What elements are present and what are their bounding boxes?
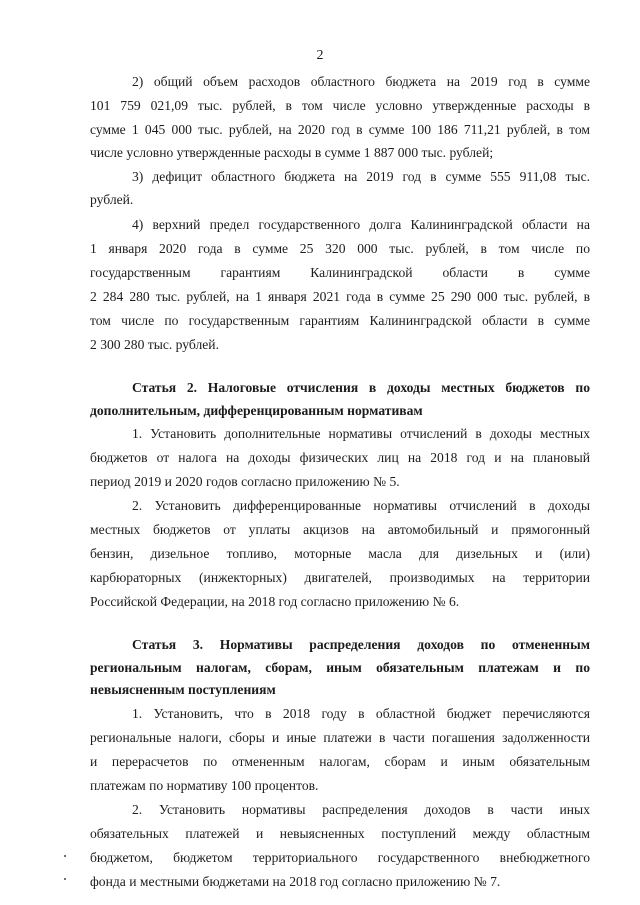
text-line: 2 300 280 тыс. рублей. xyxy=(90,337,219,352)
text-line: сумме 1 045 000 тыс. рублей, на 2020 год в сумме 100 186 711,21 рублей, в том xyxy=(90,122,590,137)
page-number: 2 xyxy=(316,48,324,63)
text-line: 2. Установить нормативы распределения доходов в части иных xyxy=(132,802,590,817)
text-line: 2) общий объем расходов областного бюджета на 2019 год в сумме xyxy=(132,74,590,89)
text-line: фонда и местными бюджетами на 2018 год согласно приложению № 7. xyxy=(90,874,501,889)
scan-speck xyxy=(64,855,66,857)
text-line: Российской Федерации, на 2018 год согласно приложению № 6. xyxy=(90,594,460,609)
text-line: бензин, дизельное топливо, моторные масла для дизельных и (или) xyxy=(90,546,590,561)
text-line: рублей. xyxy=(90,192,134,207)
article-heading: невыясненным поступлениям xyxy=(90,682,276,697)
text-line: 3) дефицит областного бюджета на 2019 год в сумме 555 911,08 тыс. xyxy=(132,169,590,184)
text-line: местных бюджетов от уплаты акцизов на автомобильный и прямогонный xyxy=(90,522,590,537)
text-line: 1. Установить, что в 2018 году в областной бюджет перечисляются xyxy=(132,706,590,721)
text-line: платежам по нормативу 100 процентов. xyxy=(90,778,319,793)
text-line: том числе по государственным гарантиям Калининградской области в сумме xyxy=(90,313,590,328)
text-line: бюджетов от налога на доходы физических лиц на 2018 год и на плановый xyxy=(90,450,590,465)
text-line: и перерасчетов по отмененным налогам, сборам и иным обязательным xyxy=(90,754,590,769)
scan-speck xyxy=(64,878,66,880)
text-line: числе условно утвержденные расходы в сумме 1 887 000 тыс. рублей; xyxy=(90,145,494,160)
text-line: региональные налоги, сборы и иные платежи в части погашения задолженности xyxy=(90,730,590,745)
text-line: 1. Установить дополнительные нормативы отчислений в доходы местных xyxy=(132,426,590,441)
text-line: бюджетом, бюджетом территориального государственного внебюджетного xyxy=(90,850,590,865)
text-line: 2. Установить дифференцированные нормативы отчислений в доходы xyxy=(132,498,590,513)
text-line: обязательных платежей и невыясненных поступлений между областным xyxy=(90,826,590,841)
text-line: 4) верхний предел государственного долга Калининградской области на xyxy=(132,217,590,232)
text-line: карбюраторных (инжекторных) двигателей, производимых на территории xyxy=(90,570,590,585)
article-heading: Статья 3. Нормативы распределения доходов по отмененным xyxy=(132,637,590,652)
text-line: период 2019 и 2020 годов согласно приложению № 5. xyxy=(90,474,400,489)
article-heading: дополнительным, дифференцированным нормативам xyxy=(90,403,423,418)
text-line: государственным гарантиям Калининградской области в сумме xyxy=(90,265,590,280)
text-line: 2 284 280 тыс. рублей, на 1 января 2021 года в сумме 25 290 000 тыс. рублей, в xyxy=(90,289,590,304)
text-line: 1 января 2020 года в сумме 25 320 000 тыс. рублей, в том числе по xyxy=(90,241,590,256)
text-line: 101 759 021,09 тыс. рублей, в том числе условно утвержденные расходы в xyxy=(90,98,590,113)
article-heading: Статья 2. Налоговые отчисления в доходы местных бюджетов по xyxy=(132,380,590,395)
article-heading: региональным налогам, сборам, иным обязательным платежам и по xyxy=(90,660,590,675)
